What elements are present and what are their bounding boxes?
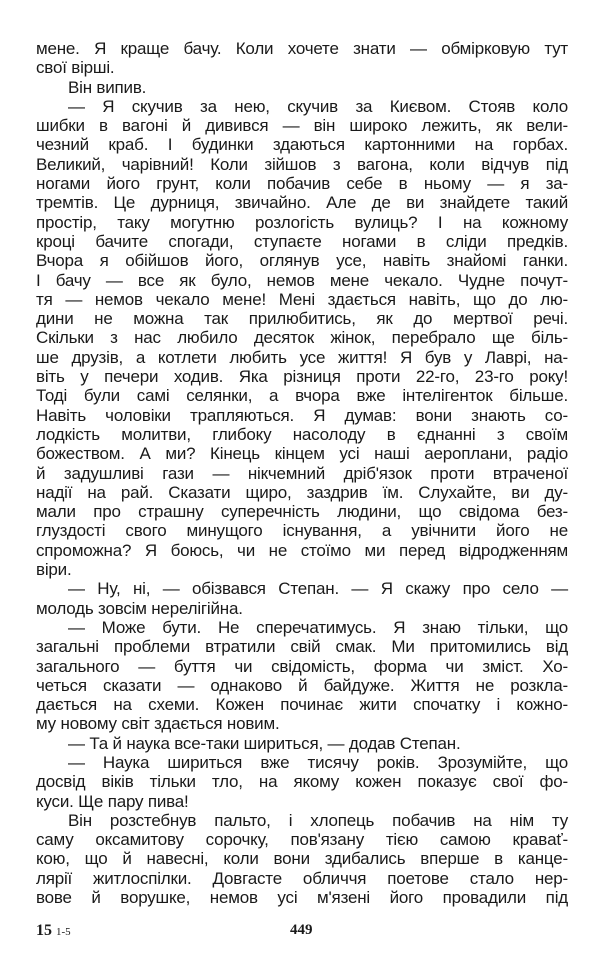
text-line: тремтів. Це дурниця, звичайно. Але де ви знайдете такий: [36, 193, 568, 213]
text-line: дається на схеми. Кожен починає жити спочатку і кожно-: [36, 695, 568, 715]
text-line: шибки в вагоні й дивився — він широко лежить, як вели-: [36, 116, 568, 136]
text-line: Він випив.: [68, 77, 147, 97]
text-line: Навіть чоловіки трапляються. Я думав: вони знають со-: [36, 405, 568, 425]
text-line: свої вірші.: [36, 58, 115, 78]
text-line: ше друзів, а котлети любить усе життя! Я був у Лаврі, на-: [36, 347, 568, 367]
printer-signature-sub: 1-5: [56, 926, 71, 938]
text-line: кроці бачите спогади, ступаєте ногами в сліди предків.: [36, 231, 568, 251]
text-line: — Я скучив за нею, скучив за Києвом. Стояв коло: [68, 96, 568, 116]
text-line: — Ну, ні, — обізвався Степан. — Я скажу про село —: [68, 579, 568, 599]
text-line: Великий, чарівний! Коли зійшов з вагона, коли відчув під: [36, 154, 568, 174]
text-line: чезний краб. І будинки здаються картонними на горбах.: [36, 135, 568, 155]
text-line: лярії житлоспілки. Довгасте обличчя поетове стало нер-: [36, 868, 568, 888]
text-line: божеством. А ми? Кінець кінцем усі наші аероплани, радіо: [36, 444, 568, 464]
text-line: саму оксамитову сорочку, пов'язану тією самою кравať-: [36, 830, 568, 850]
text-line: Скільки з нас любило десяток жінок, перебрало ще біль-: [36, 328, 568, 348]
text-line: вове й ворушке, немов усі м'язені його провадили під: [36, 888, 568, 908]
text-line: Він розстебнув пальто, і хлопець побачив на нім ту: [68, 810, 568, 830]
text-line: — Наука шириться вже тисячу років. Зрозумійте, що: [68, 752, 568, 772]
text-line: му новому світ здається новим.: [36, 714, 280, 734]
text-line: спроможна? Я боюсь, чи не стоїмо ми перед відродженням: [36, 540, 568, 560]
text-line: мене. Я краще бачу. Коли хочете знати — обмірковую тут: [36, 39, 568, 58]
text-line: лодкість молитви, глибоку насолоду в єднанні з своїм: [36, 424, 568, 444]
text-line: ногами його грунт, коли побачив себе в ньому — я за-: [36, 174, 568, 194]
text-line: тя — немов чекало мене! Мені здається навіть, що до лю-: [36, 289, 568, 309]
page-body: [36, 39, 568, 907]
text-line: Вчора я обійшов його, оглянув усе, навіть знайомі ганки.: [36, 251, 568, 271]
text-line: куси. Ще пару пива!: [36, 791, 189, 811]
text-line: — Та й наука все-таки шириться, — додав Степан.: [68, 733, 461, 753]
text-line: простір, таку могутню розлогість вулиць? І на кожному: [36, 212, 568, 232]
text-line: — Може бути. Не сперечатимусь. Я знаю тільки, що: [68, 617, 568, 637]
text-line: загального — буття чи свідомість, форма чи зміст. Хо-: [36, 656, 568, 676]
text-line: віри.: [36, 560, 72, 580]
text-line: дини не можна так прилюбитись, як до мертвої речі.: [36, 309, 568, 329]
text-line: глуздості свого минущого існування, а увічнити його не: [36, 521, 568, 541]
page-footer: [36, 922, 568, 942]
text-line: молодь зовсім нерелігійна.: [36, 598, 243, 618]
text-line: І бачу — все як було, немов мене чекало. Чудне почут-: [36, 270, 568, 290]
text-line: мали про страшну суперечність людини, що свідома без-: [36, 502, 568, 522]
page-number: 449: [290, 922, 313, 938]
printer-signature: 15 1-5: [36, 922, 71, 939]
text-line: загальні проблеми втратили свій смак. Ми притомились від: [36, 637, 568, 657]
text-line: й задушливі гази — нікчемний дріб'язок проти втраченої: [36, 463, 568, 483]
text-line: віть у печери ходив. Яка різниця проти 22-го, 23-го року!: [36, 367, 568, 387]
text-line: Тоді були самі селянки, а вчора вже інтелігенток більше.: [36, 386, 568, 406]
text-line: досвід віків тільки тло, на якому кожен показує свої фо-: [36, 772, 568, 792]
text-line: кою, що й навесні, коли вони здибались вперше в канце-: [36, 849, 568, 869]
text-line: надії на рай. Сказати щиро, заздрив їм. Слухайте, ви ду-: [36, 482, 568, 502]
text-line: четься сказати — однаково й байдуже. Життя не розкла-: [36, 675, 568, 695]
